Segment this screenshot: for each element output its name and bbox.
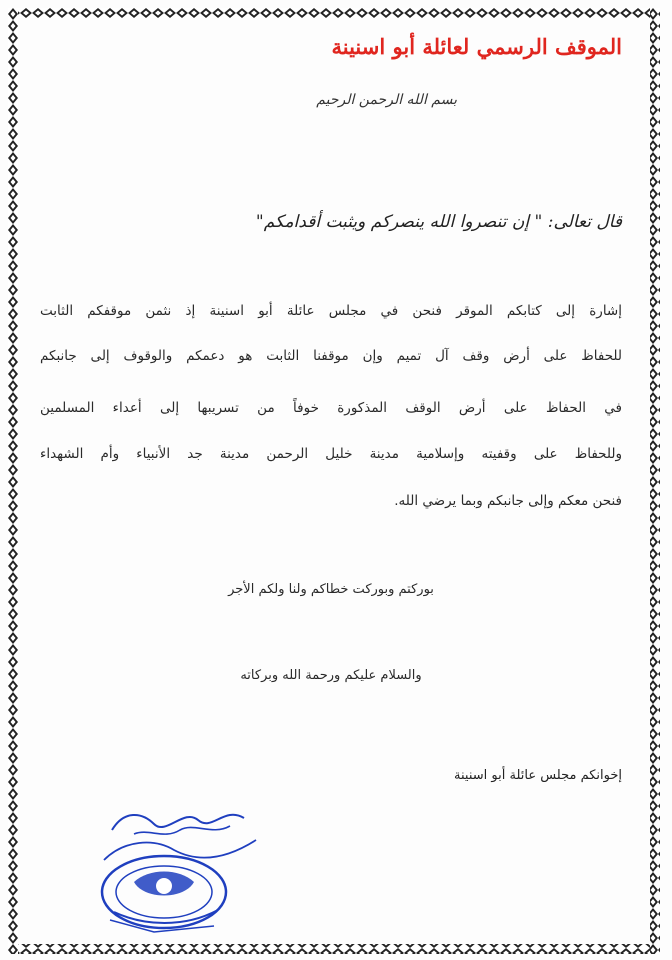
body-line: فنحن معكم وإلى جانبكم وبما يرضي الله. <box>394 493 622 509</box>
greeting-line: والسلام عليكم ورحمة الله وبركاته <box>240 668 422 683</box>
signature-stamp <box>94 800 264 940</box>
body-line: إشارة إلى كتابكم الموقر فنحن في مجلس عائلة أبو اسنينة إذ نثمن موقفكم الثابت <box>40 303 622 319</box>
caption-title: الموقف الرسمي لعائلة أبو اسنينة <box>331 34 622 59</box>
body-line: في الحفاظ على أرض الوقف المذكورة خوفاً من تسريبها إلى أعداء المسلمين <box>40 400 622 416</box>
blessing-line: بوركتم وبوركت خطاكم ولنا ولكم الأجر <box>228 582 434 597</box>
quran-verse: قال تعالى: " إن تنصروا الله ينصركم ويثبت أقدامكم" <box>255 212 622 232</box>
body-line: وللحفاظ على وقفيته وإسلامية مدينة خليل الرحمن مدينة جد الأنبياء وأم الشهداء <box>40 446 622 462</box>
signoff-line: إخوانكم مجلس عائلة أبو اسنينة <box>454 768 622 783</box>
body-line: للحفاظ على أرض وقف آل تميم وإن موقفنا الثابت هو دعمكم والوقوف إلى جانبكم <box>40 348 622 364</box>
basmala: بسم الله الرحمن الرحيم <box>316 92 457 108</box>
